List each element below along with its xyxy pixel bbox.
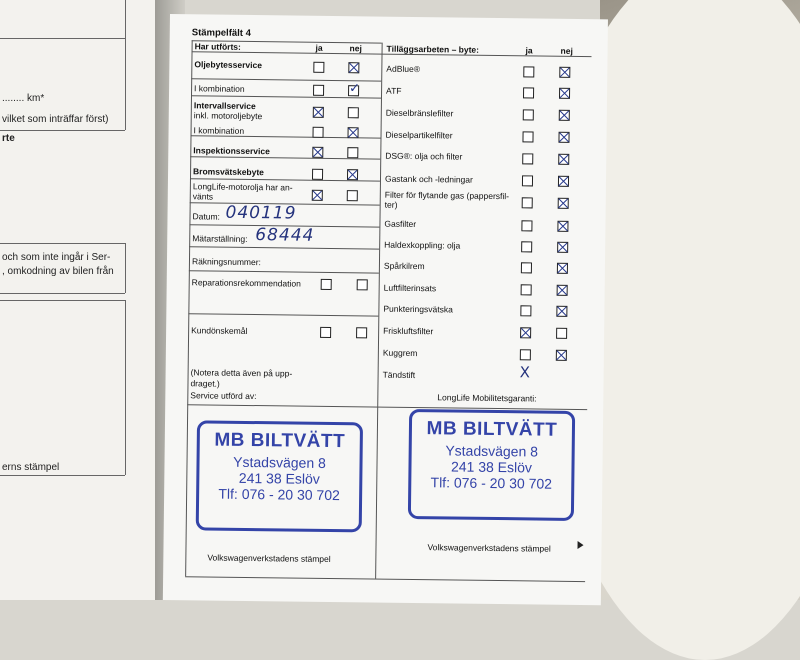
grid-line <box>189 246 379 249</box>
grid-line <box>188 313 378 316</box>
checkbox-ja[interactable] <box>312 190 323 201</box>
left-header: Har utförts: <box>194 41 241 52</box>
checkbox-ja[interactable] <box>522 131 533 142</box>
item-label: Kuggrem <box>382 347 418 359</box>
checkbox-ja[interactable] <box>522 197 533 208</box>
checkbox-ja[interactable] <box>520 327 531 338</box>
checkbox-ja[interactable] <box>521 284 532 295</box>
left-text: vilket som inträffar först) <box>2 114 109 125</box>
reparation-label: Reparationsrekommendation <box>191 277 301 289</box>
checkbox-nej[interactable] <box>357 279 368 290</box>
left-page-rule <box>0 300 125 301</box>
checkbox-nej[interactable] <box>559 88 570 99</box>
grid-line <box>189 270 379 273</box>
checkbox-nej[interactable] <box>557 221 568 232</box>
item-label: I kombination <box>193 125 245 136</box>
grid-line <box>185 40 193 576</box>
checkbox-nej[interactable] <box>559 67 570 78</box>
item-sublabel: ter) <box>384 199 398 210</box>
checkbox-nej[interactable] <box>557 242 568 253</box>
checkbox-nej[interactable] <box>556 350 567 361</box>
right-header: Tilläggsarbeten – byte: <box>386 43 480 55</box>
item-label: Inspektionsservice <box>193 145 270 157</box>
checkbox-ja[interactable] <box>522 153 533 164</box>
nej-header: nej <box>349 43 362 54</box>
item-label: Luftfilterinsats <box>383 282 437 294</box>
checkbox-nej[interactable] <box>557 285 568 296</box>
item-label: Filter för flytande gas (pappersfil- <box>384 189 510 202</box>
grid-line <box>375 43 383 579</box>
checkbox-ja[interactable] <box>312 127 323 138</box>
stamp-form <box>177 28 594 593</box>
left-page-rule <box>0 38 125 39</box>
notera-text: (Notera detta även på upp- <box>190 367 293 379</box>
ja-header: ja <box>315 42 323 53</box>
checkbox-nej[interactable] <box>356 327 367 338</box>
footer-stamp-label: Volkswagenverkstadens stämpel <box>427 542 551 554</box>
stamp-name: MB BILTVÄTT <box>214 429 346 453</box>
checkbox-ja[interactable] <box>522 175 533 186</box>
item-label: Punkteringsvätska <box>383 303 453 315</box>
checkbox-nej[interactable] <box>348 62 359 73</box>
left-text: , omkodning av bilen från <box>2 266 114 277</box>
left-page-rule <box>0 243 125 244</box>
checkbox-ja[interactable] <box>313 85 324 96</box>
left-page-rule <box>0 475 125 476</box>
checkbox-nej[interactable] <box>558 154 569 165</box>
stamp-page <box>163 14 608 605</box>
longlife-label: LongLife Mobilitetsgaranti: <box>437 392 537 404</box>
footer-stamp-label: Volkswagenverkstadens stämpel <box>207 552 331 565</box>
item-sublabel: inkl. motoroljebyte <box>193 110 263 122</box>
item-label: LongLife-motorolja har an- <box>192 181 293 193</box>
item-label: ATF <box>386 85 402 96</box>
stamp-street: Ystadsvägen 8 <box>233 453 326 471</box>
workshop-stamp-right <box>408 409 575 521</box>
service-label: Service utförd av: <box>190 390 257 402</box>
checkbox-ja[interactable] <box>312 169 323 180</box>
nej-header: nej <box>560 45 573 56</box>
stamp-street: Ystadsvägen 8 <box>445 442 539 460</box>
checkbox-ja[interactable] <box>521 241 532 252</box>
left-page-rule <box>0 130 125 131</box>
matar-value[interactable]: 68444 <box>255 225 315 246</box>
checkbox-ja[interactable] <box>313 107 324 118</box>
checkbox-nej[interactable] <box>559 110 570 121</box>
item-sublabel: vänts <box>192 191 214 202</box>
checkbox-nej[interactable] <box>347 190 358 201</box>
next-page-arrow-icon <box>577 541 583 549</box>
item-label: DSG®: olja och filter <box>385 150 463 162</box>
item-label: Friskluftsfilter <box>383 325 434 337</box>
datum-value[interactable]: 040119 <box>225 202 297 224</box>
checkbox-nej[interactable] <box>347 127 358 138</box>
checkbox-nej[interactable] <box>347 169 358 180</box>
checkbox-nej[interactable] <box>558 176 569 187</box>
item-label: AdBlue® <box>386 63 421 75</box>
left-page-rule <box>125 300 126 475</box>
item-label: Spårkilrem <box>383 260 425 272</box>
item-label: Tändstift <box>382 369 416 381</box>
item-label: Bromsvätskebyte <box>193 166 265 178</box>
checkbox-nej[interactable] <box>556 328 567 339</box>
checkbox-ja[interactable] <box>523 66 534 77</box>
checkbox-ja[interactable] <box>520 305 531 316</box>
left-text: rte <box>2 133 15 144</box>
left-page-rule <box>0 293 125 294</box>
stamp-phone: Tlf: 076 - 20 30 702 <box>430 474 553 492</box>
kundonskemal-label: Kundönskemål <box>191 325 248 336</box>
checkbox-ja[interactable] <box>521 220 532 231</box>
left-page-rule <box>125 0 126 130</box>
left-text: och som inte ingår i Ser- <box>2 252 111 263</box>
checkbox-ja[interactable] <box>523 87 534 98</box>
item-label: Dieselpartikelfilter <box>385 129 453 141</box>
stamp-city: 241 38 Eslöv <box>450 458 533 476</box>
ja-header: ja <box>525 45 533 56</box>
left-text: erns stämpel <box>2 462 60 473</box>
item-label: Oljebytesservice <box>194 59 263 71</box>
checkbox-nej[interactable] <box>558 198 569 209</box>
grid-line <box>187 404 587 410</box>
checkbox-nej[interactable] <box>556 306 567 317</box>
checkbox-nej[interactable] <box>348 85 359 96</box>
checkbox-nej[interactable] <box>557 263 568 274</box>
notera-text: draget.) <box>190 378 220 389</box>
km-line: ........ km* <box>2 93 45 104</box>
stamp-phone: Tlf: 076 - 20 30 702 <box>218 485 340 504</box>
checkbox-ja[interactable] <box>520 349 531 360</box>
matar-label: Mätarställning: <box>192 233 248 244</box>
checkbox-ja[interactable] <box>320 327 331 338</box>
form-title: Stämpelfält 4 <box>191 27 251 39</box>
workshop-stamp-left <box>196 420 363 532</box>
datum-label: Datum: <box>192 211 220 222</box>
stamp-city: 241 38 Eslöv <box>238 469 320 487</box>
checkbox-nej[interactable] <box>347 147 358 158</box>
left-page <box>0 0 160 600</box>
checkbox-ja[interactable] <box>312 147 323 158</box>
rakning-label: Räkningsnummer: <box>191 256 262 268</box>
item-label: I kombination <box>194 83 245 94</box>
grid-line <box>185 576 585 582</box>
checkbox-nej[interactable] <box>348 107 359 118</box>
item-label: Gastank och -ledningar <box>384 173 473 185</box>
checkbox-ja[interactable] <box>321 279 332 290</box>
checkbox-ja[interactable] <box>521 262 532 273</box>
checkbox-ja[interactable] <box>313 62 324 73</box>
checkbox-ja[interactable] <box>523 109 534 120</box>
item-label: Intervallservice <box>193 100 256 112</box>
tandstift-mark[interactable]: X <box>519 363 532 382</box>
left-page-rule <box>125 243 126 293</box>
item-label: Haldexkoppling: olja <box>384 239 461 251</box>
stamp-name: MB BILTVÄTT <box>426 418 558 441</box>
item-label: Dieselbränslefilter <box>385 107 454 119</box>
item-label: Gasfilter <box>384 218 417 230</box>
checkbox-nej[interactable] <box>558 132 569 143</box>
